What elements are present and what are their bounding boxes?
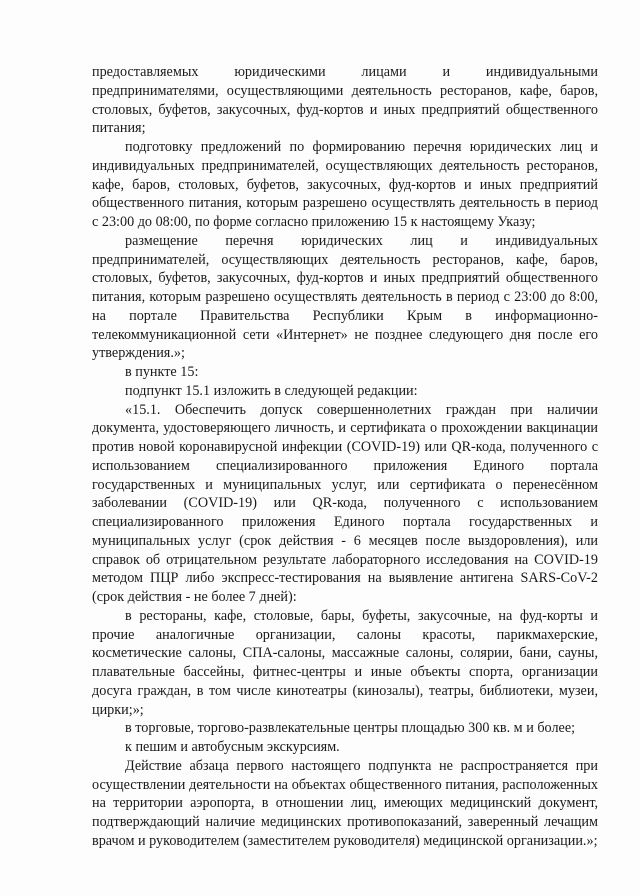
paragraph-shopping-centers: в торговые, торгово-развлекательные центры площадью 300 кв. м и более; <box>125 720 576 737</box>
paragraph-exception-airport: Действие абзаца первого настоящего подпункта не распространяется при осуществлении деятельности на объектах общественного питания, расположенных на территории аэропорта, в отношении лиц, имеющих медицинский документ, подтверждающий наличие медицинских противопоказаний, заверенный лечащим врачом и руководителем (заместителем руководителя) медицинской организации.»; <box>92 757 598 849</box>
paragraph-publication-list: размещение перечня юридических лиц и индивидуальных предпринимателей, осуществляющих деятельность ресторанов, кафе, баров, столовых, буфетов, закусочных, фуд-кортов и иных предприятий общественного питания, которым разрешено осуществлять деятельность в период с 23:00 до 8:00, на портале Правительства Республики Крым в информационно-телекоммуникационной сети «Интернет» не позднее следующего дня после его утверждения.»; <box>92 232 598 362</box>
paragraph-subclause-intro: подпункт 15.1 изложить в следующей редакции: <box>125 382 418 399</box>
paragraph-restaurants-list: в рестораны, кафе, столовые, бары, буфеты, закусочные, на фуд-корты и прочие аналогичные организации, салоны красоты, парикмахерские, косметические салоны, СПА-салоны, массажные салоны, солярии, бани, сауны, плавательные бассейны, фитнес-центры и иные объекты спорта, организации досуга граждан, в том числе кинотеатры (кинозалы), театры, библиотеки, музеи, цирки;»; <box>92 607 598 718</box>
document-body <box>92 63 598 851</box>
paragraph-subclause-15-1: «15.1. Обеспечить допуск совершеннолетних граждан при наличии документа, удостоверяющего личность, и сертификата о прохождении вакцинации против новой коронавирусной инфекции (COVID-19) или QR-кода, полученного с использованием специализированного приложения Единого портала государственных и муниципальных услуг, или сертификата о перенесённом заболевании (COVID-19) или QR-кода, полученного с использованием специализированного приложения Единого портала государственных и муниципальных услуг (срок действия - 6 месяцев после выздоровления), или справок об отрицательном результате лабораторного исследования на COVID-19 методом ПЦР либо экспресс-тестирования на выявление антигена SARS-CoV-2 (срок действия - не более 7 дней): <box>92 401 598 605</box>
paragraph-continuation: предоставляемых юридическими лицами и индивидуальными предпринимателями, осуществляющими деятельность ресторанов, кафе, баров, столовых, буфетов, закусочных, фуд-кортов и иных предприятий общественного питания; <box>92 64 598 137</box>
paragraph-clause-15: в пункте 15: <box>125 364 199 380</box>
paragraph-excursions: к пешим и автобусным экскурсиям. <box>125 739 340 755</box>
paragraph-preparation-proposals: подготовку предложений по формированию перечня юридических лиц и индивидуальных предпринимателей, осуществляющих деятельность ресторанов, кафе, баров, столовых, буфетов, закусочных, фуд-кортов и иных предприятий общественного питания, которым разрешено осуществлять деятельность в период с 23:00 до 08:00, по форме согласно приложению 15 к настоящему Указу; <box>92 139 598 230</box>
